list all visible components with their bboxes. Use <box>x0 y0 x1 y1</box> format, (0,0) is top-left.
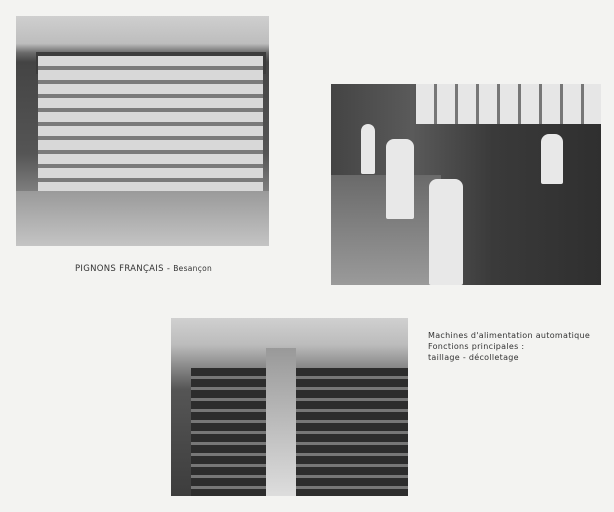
conveyor <box>266 348 296 496</box>
machines-photo <box>171 318 408 496</box>
caption-line: taillage - décolletage <box>428 353 519 362</box>
worker <box>541 134 563 184</box>
city: Besançon <box>173 264 213 273</box>
machine-row <box>296 368 408 496</box>
company-name: PIGNONS FRANÇAIS <box>75 264 164 274</box>
workshop-photo <box>331 84 601 285</box>
worker <box>361 124 375 174</box>
caption-line: Machines d'alimentation automatique <box>428 331 591 340</box>
machine-row <box>191 368 266 496</box>
windows <box>416 84 601 124</box>
worker <box>429 179 463 285</box>
worker <box>386 139 414 219</box>
caption-line: Fonctions principales : <box>428 342 525 351</box>
factory-building-photo <box>16 16 269 246</box>
separator: - <box>166 264 171 274</box>
machines-caption <box>428 330 590 363</box>
courtyard <box>16 191 269 246</box>
building-caption <box>75 263 212 275</box>
